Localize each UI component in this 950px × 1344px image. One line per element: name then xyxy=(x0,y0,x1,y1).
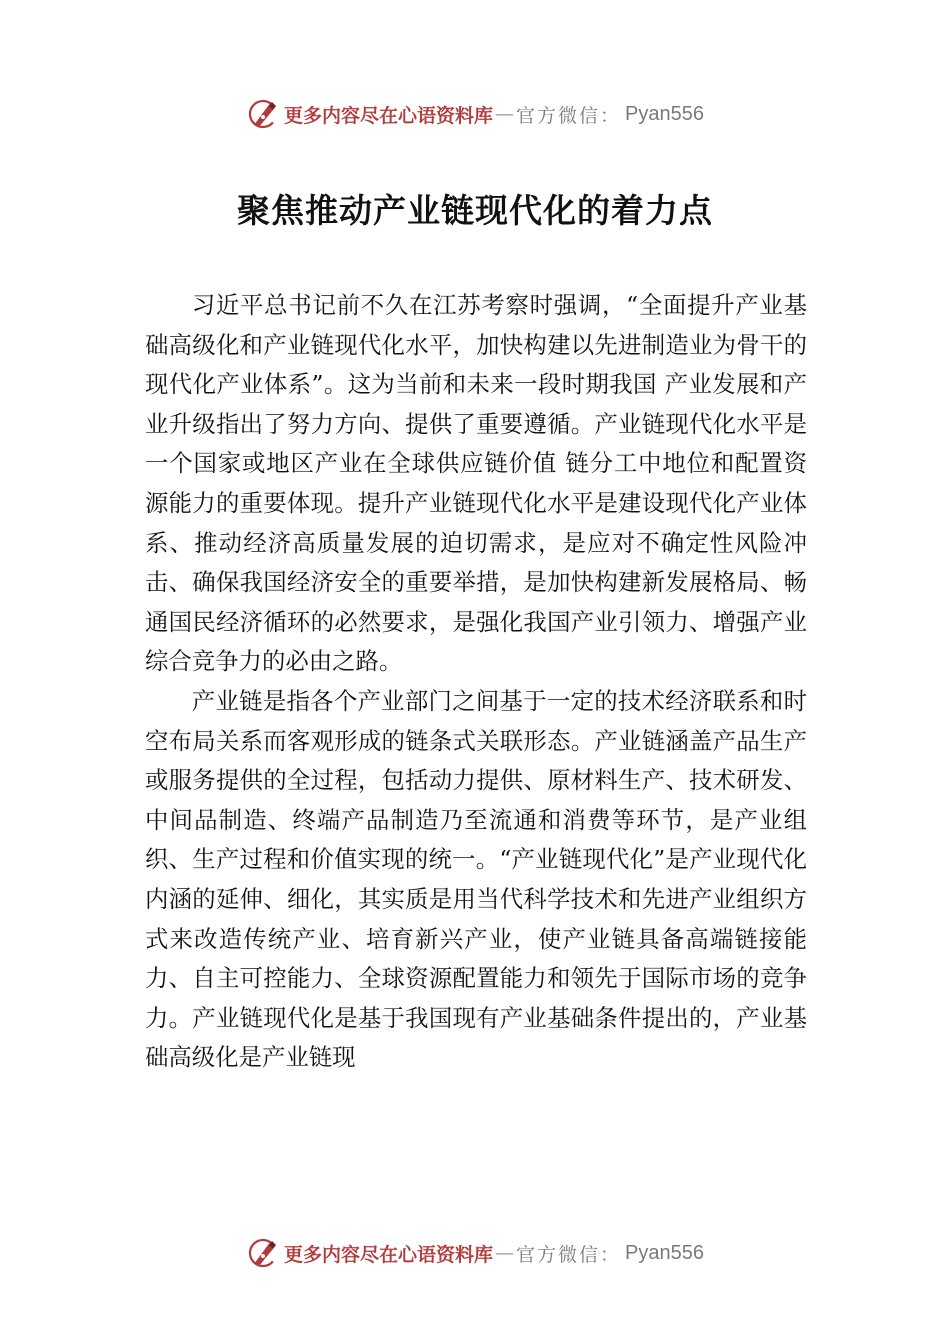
pen-nib-logo-icon xyxy=(246,1236,280,1270)
banner-gray-text: 官方微信： xyxy=(516,1243,622,1266)
article-body xyxy=(145,286,807,1078)
footer-banner xyxy=(0,1233,950,1273)
banner-gray-text: 官方微信： xyxy=(516,104,622,127)
banner-separator: — xyxy=(495,1242,515,1264)
paragraph-2: 产业链是指各个产业部门之间基于一定的技术经济联系和时空布局关系而客观形成的链条式关联形态。产业链涵盖产品生产或服务提供的全过程，包括动力提供、原材料生产、技术研发、中间品制造、终端产品制造乃至流通和消费等环节，是产业组织、生产过程和价值实现的统一。“产业链现代化”是产业现代化内涵的延伸、细化，其实质是用当代科学技术和先进产业组织方式来改造传统产业、培育新兴产业，使产业链具备高端链接能力、自主可控能力、全球资源配置能力和领先于国际市场的竞争力。产业链现代化是基于我国现有产业基础条件提出的，产业基础高级化是产业链现 xyxy=(145,686,807,1072)
banner-account-id: Pyan556 xyxy=(625,102,704,125)
banner-red-text: 更多内容尽在心语资料库 xyxy=(284,1243,494,1266)
banner-account-id: Pyan556 xyxy=(625,1241,704,1264)
paragraph-1: 习近平总书记前不久在江苏考察时强调，“全面提升产业基础高级化和产业链现代化水平，加快构建以先进制造业为骨干的现代化产业体系”。这为当前和未来一段时期我国 产业发展和产业升级指出了努力方向、提供了重要遵循。产业链现代化水平是一个国家或地区产业在全球供应链价值 链分工中地位和配置资源能力的重要体现。提升产业链现代化水平是建设现代化产业体系、推动经济高质量发展的迫切需求，是应对不确定性风险冲击、确保我国经济安全的重要举措，是加快构建新发展格局、畅通国民经济循环的必然要求，是强化我国产业引领力、增强产业综合竞争力的必由之路。 xyxy=(145,291,807,676)
header-banner xyxy=(0,94,950,134)
pen-nib-logo-icon xyxy=(246,97,280,131)
banner-red-text: 更多内容尽在心语资料库 xyxy=(284,104,494,127)
page-title: 聚焦推动产业链现代化的着力点 xyxy=(237,191,713,230)
banner-separator: — xyxy=(495,103,515,125)
